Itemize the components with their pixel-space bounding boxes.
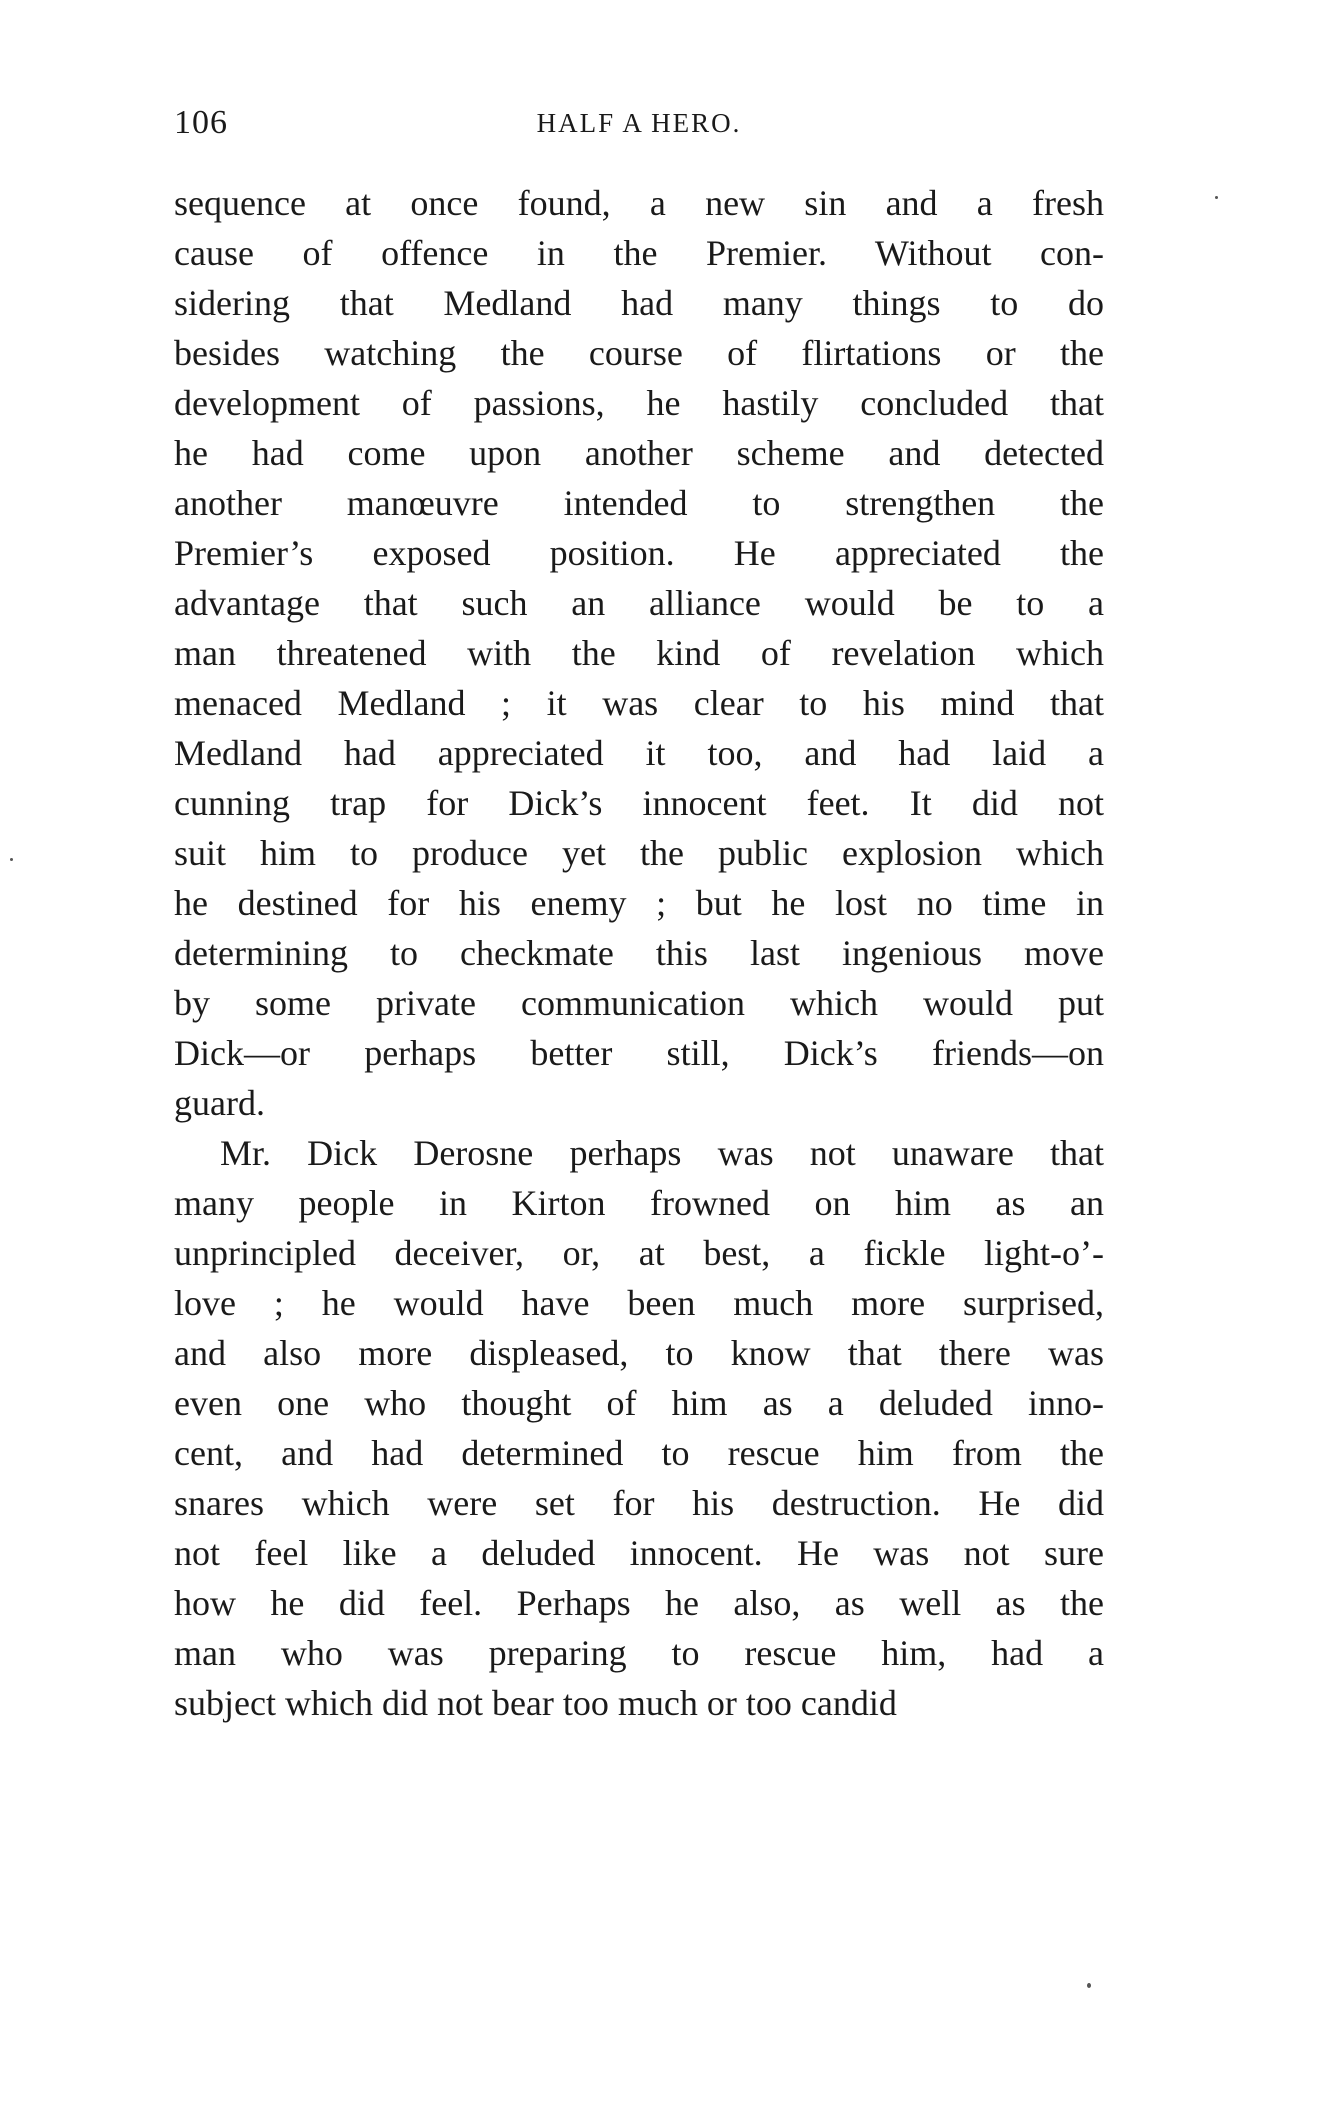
paragraph [174, 1128, 1104, 1728]
text-line: Premier’s exposed position. He appreciated the [174, 533, 1104, 573]
text-line: sidering that Medland had many things to do [174, 283, 1104, 323]
text-line: subject which did not bear too much or too candid [174, 1683, 897, 1723]
text-line: man threatened with the kind of revelation which [174, 633, 1104, 673]
text-line: and also more displeased, to know that there was [174, 1333, 1104, 1373]
body-text [174, 178, 1104, 1728]
text-line: snares which were set for his destruction. He did [174, 1483, 1104, 1523]
text-line: Medland had appreciated it too, and had laid a [174, 733, 1104, 773]
paragraph [174, 178, 1104, 1128]
text-line: love ; he would have been much more surprised, [174, 1283, 1104, 1323]
running-title: HALF A HERO. [536, 108, 742, 138]
print-speck [10, 858, 13, 861]
text-line: cause of offence in the Premier. Without con- [174, 233, 1104, 273]
text-line: advantage that such an alliance would be to a [174, 583, 1104, 623]
text-line: menaced Medland ; it was clear to his mind that [174, 683, 1104, 723]
text-line: man who was preparing to rescue him, had a [174, 1633, 1104, 1673]
text-line: not feel like a deluded innocent. He was not sure [174, 1533, 1104, 1573]
text-line: he had come upon another scheme and detected [174, 433, 1104, 473]
text-line: cent, and had determined to rescue him from the [174, 1433, 1104, 1473]
text-line: besides watching the course of flirtations or the [174, 333, 1104, 373]
text-line: development of passions, he hastily concluded that [174, 383, 1104, 423]
text-line: sequence at once found, a new sin and a fresh [174, 183, 1104, 223]
text-line: by some private communication which would put [174, 983, 1104, 1023]
text-line: many people in Kirton frowned on him as an [174, 1183, 1104, 1223]
text-line: Mr. Dick Derosne perhaps was not unaware that [220, 1133, 1104, 1173]
text-line: another manœuvre intended to strengthen the [174, 483, 1104, 523]
print-speck [1087, 1983, 1091, 1988]
text-line: determining to checkmate this last ingenious move [174, 933, 1104, 973]
text-line: he destined for his enemy ; but he lost no time in [174, 883, 1104, 923]
print-speck [1215, 196, 1218, 199]
text-line: cunning trap for Dick’s innocent feet. It did not [174, 783, 1104, 823]
text-line: even one who thought of him as a deluded inno- [174, 1383, 1104, 1423]
text-line: Dick—or perhaps better still, Dick’s friends—on [174, 1033, 1104, 1073]
text-line: suit him to produce yet the public explosion which [174, 833, 1104, 873]
text-line: unprincipled deceiver, or, at best, a fickle light-o’- [174, 1233, 1104, 1273]
page-number: 106 [174, 104, 228, 141]
text-line: guard. [174, 1083, 265, 1123]
page-header [174, 104, 1104, 150]
text-line: how he did feel. Perhaps he also, as well as the [174, 1583, 1104, 1623]
